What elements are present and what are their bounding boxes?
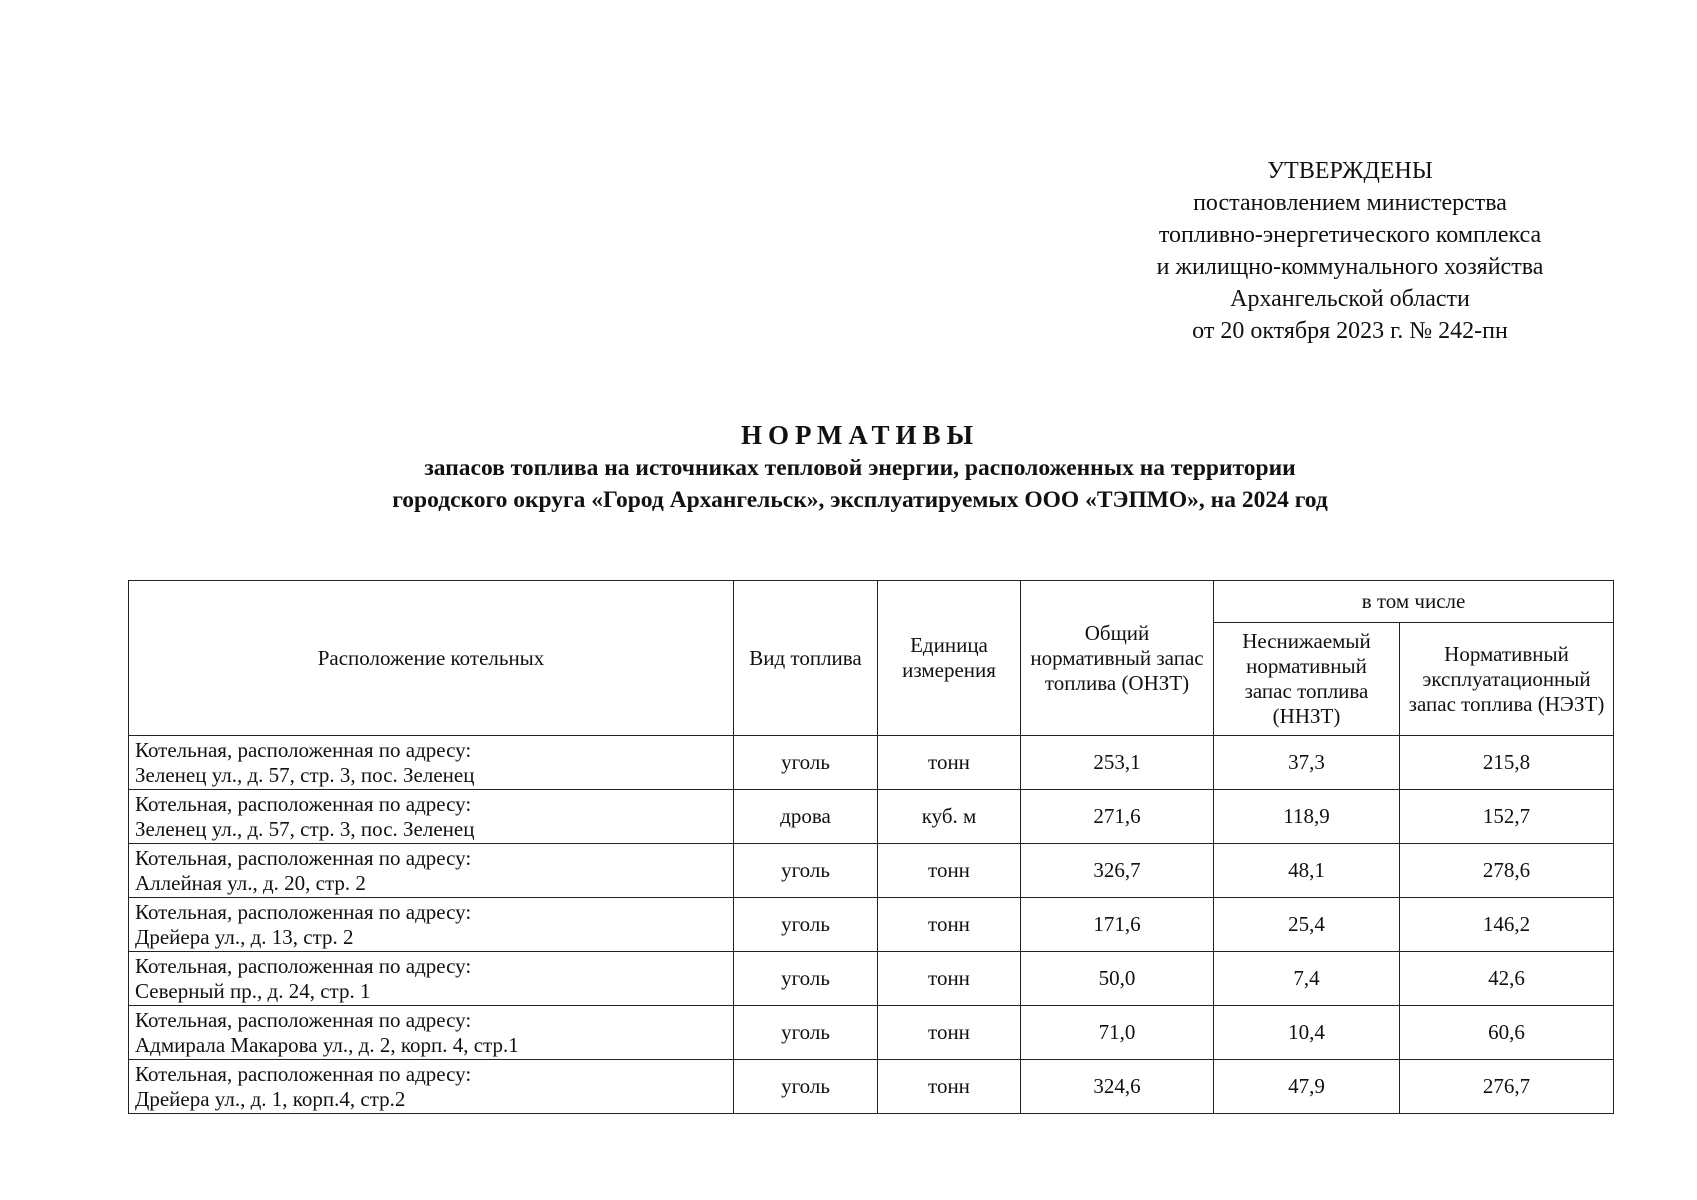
location-cell <box>129 1006 734 1060</box>
approval-line: постановлением министерства <box>1193 190 1507 216</box>
nezt-cell: 146,2 <box>1400 898 1614 952</box>
nnzt-cell: 118,9 <box>1214 790 1400 844</box>
document-subtitle-line: городского округа «Город Архангельск», эксплуатируемых ООО «ТЭПМО», на 2024 год <box>392 487 1328 513</box>
table-row <box>129 898 1614 952</box>
header-location: Расположение котельных <box>129 581 734 736</box>
location-address: Северный пр., д. 24, стр. 1 <box>135 978 371 1003</box>
location-address: Зеленец ул., д. 57, стр. 3, пос. Зеленец <box>135 762 475 787</box>
header-nezt: Нормативный эксплуатационный запас топлива (НЭЗТ) <box>1400 623 1614 736</box>
total-cell: 71,0 <box>1021 1006 1214 1060</box>
nnzt-cell: 37,3 <box>1214 736 1400 790</box>
total-cell: 50,0 <box>1021 952 1214 1006</box>
location-address: Дрейера ул., д. 1, корп.4, стр.2 <box>135 1086 406 1111</box>
location-cell <box>129 790 734 844</box>
document-heading <box>120 418 1600 516</box>
approval-line: топливно-энергетического комплекса <box>1158 222 1542 248</box>
unit-cell: тонн <box>878 736 1021 790</box>
nnzt-cell: 25,4 <box>1214 898 1400 952</box>
header-nnzt: Неснижаемый нормативный запас топлива (ННЗТ) <box>1214 623 1400 736</box>
location-line: Котельная, расположенная по адресу: <box>135 953 472 978</box>
approval-line: УТВЕРЖДЕНЫ <box>1267 158 1433 184</box>
unit-cell: куб. м <box>878 790 1021 844</box>
fuel-cell: уголь <box>734 1060 878 1114</box>
location-line: Котельная, расположенная по адресу: <box>135 899 472 924</box>
total-cell: 253,1 <box>1021 736 1214 790</box>
nezt-cell: 42,6 <box>1400 952 1614 1006</box>
location-cell <box>129 898 734 952</box>
location-address: Зеленец ул., д. 57, стр. 3, пос. Зеленец <box>135 816 475 841</box>
unit-cell: тонн <box>878 952 1021 1006</box>
nezt-cell: 215,8 <box>1400 736 1614 790</box>
total-cell: 171,6 <box>1021 898 1214 952</box>
header-unit: Единица измерения <box>878 581 1021 736</box>
location-address: Аллейная ул., д. 20, стр. 2 <box>135 870 366 895</box>
unit-cell: тонн <box>878 844 1021 898</box>
table-row <box>129 1060 1614 1114</box>
approval-line: от 20 октября 2023 г. № 242-пн <box>1192 318 1508 344</box>
location-cell <box>129 1060 734 1114</box>
total-cell: 326,7 <box>1021 844 1214 898</box>
total-cell: 271,6 <box>1021 790 1214 844</box>
location-line: Котельная, расположенная по адресу: <box>135 845 472 870</box>
fuel-cell: уголь <box>734 952 878 1006</box>
nnzt-cell: 47,9 <box>1214 1060 1400 1114</box>
location-cell <box>129 736 734 790</box>
document-subtitle-line: запасов топлива на источниках тепловой энергии, расположенных на территории <box>424 455 1296 481</box>
fuel-cell: уголь <box>734 844 878 898</box>
table-row <box>129 844 1614 898</box>
nnzt-cell: 10,4 <box>1214 1006 1400 1060</box>
unit-cell: тонн <box>878 1006 1021 1060</box>
table-row <box>129 736 1614 790</box>
location-cell <box>129 844 734 898</box>
approval-line: и жилищно-коммунального хозяйства <box>1156 254 1544 280</box>
nnzt-cell: 7,4 <box>1214 952 1400 1006</box>
approval-line: Архангельской области <box>1230 286 1470 312</box>
table-row <box>129 1006 1614 1060</box>
location-line: Котельная, расположенная по адресу: <box>135 1007 472 1032</box>
document-title: НОРМАТИВЫ <box>740 420 980 450</box>
nezt-cell: 276,7 <box>1400 1060 1614 1114</box>
location-cell <box>129 952 734 1006</box>
header-fuel-type: Вид топлива <box>734 581 878 736</box>
fuel-norms-table <box>128 580 1614 1114</box>
fuel-cell: уголь <box>734 1006 878 1060</box>
header-including: в том числе <box>1214 581 1614 623</box>
table-row <box>129 952 1614 1006</box>
table-row <box>129 790 1614 844</box>
unit-cell: тонн <box>878 898 1021 952</box>
fuel-cell: дрова <box>734 790 878 844</box>
fuel-cell: уголь <box>734 736 878 790</box>
location-address: Дрейера ул., д. 13, стр. 2 <box>135 924 354 949</box>
nnzt-cell: 48,1 <box>1214 844 1400 898</box>
nezt-cell: 278,6 <box>1400 844 1614 898</box>
nezt-cell: 152,7 <box>1400 790 1614 844</box>
header-total-reserve: Общий нормативный запас топлива (ОНЗТ) <box>1021 581 1214 736</box>
location-address: Адмирала Макарова ул., д. 2, корп. 4, стр.1 <box>135 1032 519 1057</box>
location-line: Котельная, расположенная по адресу: <box>135 1061 472 1086</box>
fuel-cell: уголь <box>734 898 878 952</box>
total-cell: 324,6 <box>1021 1060 1214 1114</box>
unit-cell: тонн <box>878 1060 1021 1114</box>
location-line: Котельная, расположенная по адресу: <box>135 737 472 762</box>
location-line: Котельная, расположенная по адресу: <box>135 791 472 816</box>
approval-block <box>1090 155 1610 347</box>
nezt-cell: 60,6 <box>1400 1006 1614 1060</box>
